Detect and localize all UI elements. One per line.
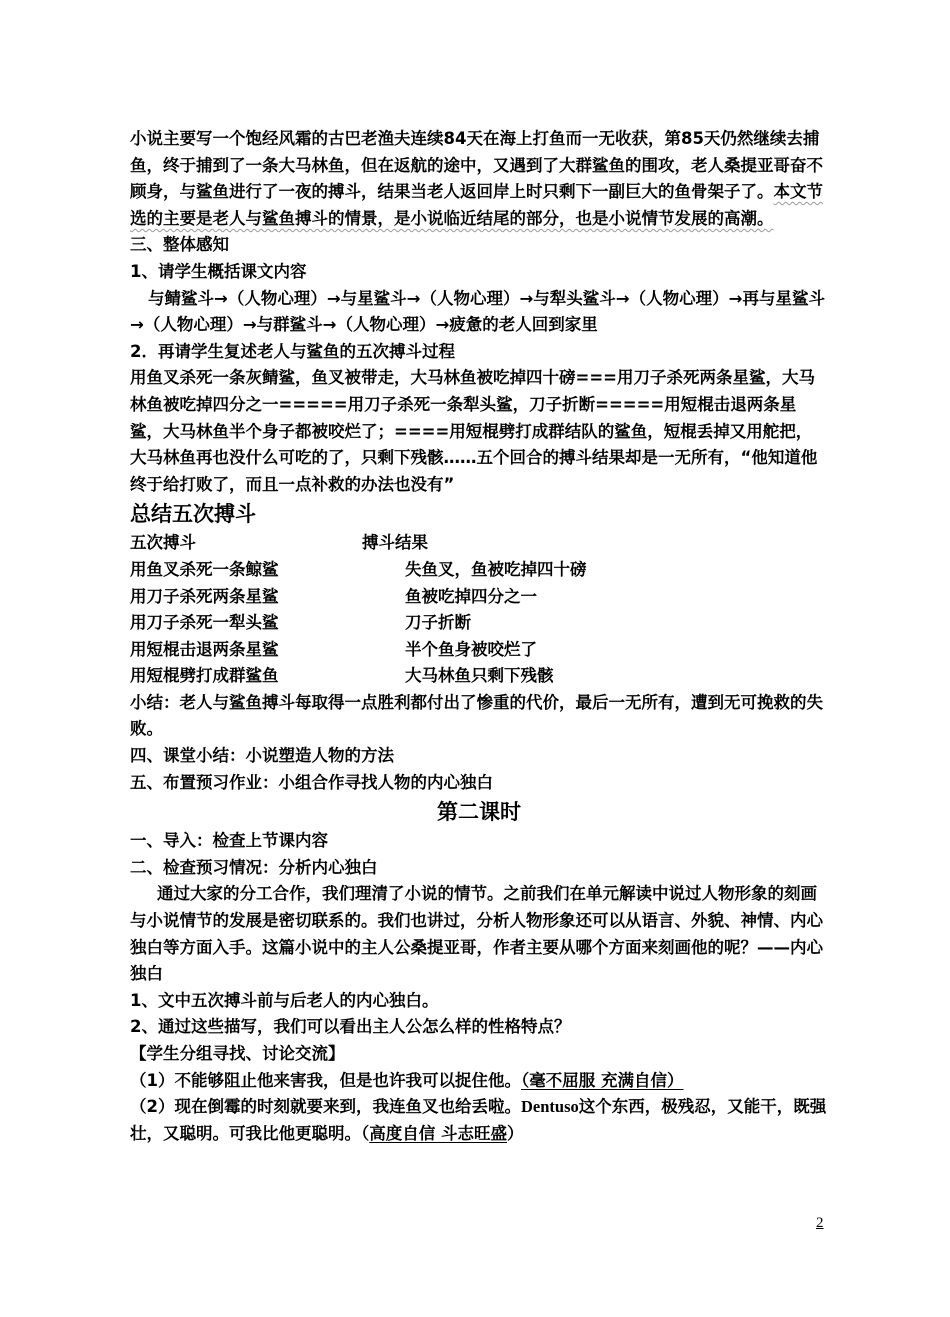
summary-result: 鱼被吃掉四分之一 xyxy=(405,586,537,606)
quote-2-trait: 高度自信 斗志旺盛 xyxy=(369,1123,507,1143)
summary-fight: 用短棍击退两条星鲨 xyxy=(130,639,279,659)
summary-row xyxy=(130,663,828,690)
summary-row xyxy=(130,610,828,637)
brief-summary: 小结：老人与鲨鱼搏斗每取得一点胜利都付出了惨重的代价，最后一无所有，遭到无可挽救的失败。 xyxy=(130,692,823,739)
summary-title: 总结五次搏斗 xyxy=(130,502,256,527)
summary-fight: 用刀子杀死两条星鲨 xyxy=(130,586,279,606)
lesson-2-section-1: 一、导入：检查上节课内容 xyxy=(130,831,328,851)
summary-result: 半个鱼身被咬烂了 xyxy=(405,639,537,659)
summary-result: 大马林鱼只剩下残骸 xyxy=(405,666,554,686)
quote-1-trait: （毫不屈服 充满自信） xyxy=(520,1070,684,1090)
page-number: 2 xyxy=(816,1215,824,1231)
quote-2 xyxy=(130,1094,828,1147)
summary-header-row xyxy=(130,530,828,557)
question-2: 2．再请学生复述老人与鲨鱼的五次搏斗过程 xyxy=(130,341,455,361)
summary-row xyxy=(130,637,828,664)
quote-1-text: （1）不能够阻止他来害我，但是也许我可以捉住他。 xyxy=(130,1070,521,1090)
lesson-2-title: 第二课时 xyxy=(437,800,521,825)
summary-table xyxy=(130,530,828,690)
lesson-2-question-1: 1、文中五次搏斗前与后老人的内心独白。 xyxy=(130,990,439,1010)
intro-highlight-text: 本文节选的主要是老人与鲨鱼搏斗的情景，是小说临近结尾的部分，也是小说情节发展的高潮。 xyxy=(130,182,823,228)
section-heading-3: 三、整体感知 xyxy=(130,235,229,255)
plot-flow: 与鲭鲨斗→（人物心理）→与星鲨斗→（人物心理）→与犁头鲨斗→（人物心理）→再与星鲨斗→（人物心理）→与群鲨斗→（人物心理）→疲惫的老人回到家里 xyxy=(130,288,825,335)
question-1: 1、请学生概括课文内容 xyxy=(130,261,307,281)
lesson-2-paragraph: 通过大家的分工合作，我们理清了小说的情节。之前我们在单元解读中说过人物形象的刻画与小说情节的发展是密切联系的。我们也讲过，分析人物形象还可以从语言、外貌、神情、内心独白等方面入手。这篇小说中的主人公桑提亚哥，作者主要从哪个方面来刻画他的呢？——内心独白 xyxy=(130,884,823,984)
retell-paragraph: 用鱼叉杀死一条灰鲭鲨，鱼叉被带走，大马林鱼被吃掉四十磅===用刀子杀死两条星鲨，大马林鱼被吃掉四分之一=====用刀子杀死一条犁头鲨，刀子折断=====用短棍击退两条星鲨，大马林鱼半个身子都被咬烂了；====用短棍劈打成群结队的鲨鱼，短棍丢掉又用舵把，大马林鱼再也没什么可吃的了，只剩下残骸……五个回合的搏斗结果却是一无所有，“他知道他终于给打败了，而且一点补救的办法也没有” xyxy=(130,368,818,494)
summary-fight: 用鱼叉杀死一条鲸鲨 xyxy=(130,559,279,579)
quote-2-text: （2）现在倒霉的时刻就要来到，我连鱼叉也给丢啦。 xyxy=(130,1097,521,1117)
summary-result: 失鱼叉，鱼被吃掉四十磅 xyxy=(405,559,587,579)
summary-fight: 用短棍劈打成群鲨鱼 xyxy=(130,666,279,686)
section-heading-4: 四、课堂小结：小说塑造人物的方法 xyxy=(130,746,394,766)
section-heading-5: 五、布置预习作业：小组合作寻找人物的内心独白 xyxy=(130,772,493,792)
quote-2-text-cont: 这个东西，极残忍，又能干，既强壮，又聪明。可我比他更聪明。（ xyxy=(130,1097,827,1143)
summary-fight: 用刀子杀死一犁头鲨 xyxy=(130,613,279,633)
lesson-2-section-2: 二、检查预习情况：分析内心独白 xyxy=(130,857,378,877)
quote-2-latin-name: Dentuso xyxy=(520,1097,579,1117)
quote-1 xyxy=(130,1068,828,1095)
group-discussion-note: 【学生分组寻找、讨论交流】 xyxy=(130,1044,345,1063)
summary-result: 刀子折断 xyxy=(405,613,471,633)
lesson-2-question-2: 2、通过这些描写，我们可以看出主人公怎么样的性格特点？ xyxy=(130,1017,571,1037)
summary-row xyxy=(130,584,828,611)
summary-header-result: 搏斗结果 xyxy=(362,533,428,553)
summary-header-fight: 五次搏斗 xyxy=(130,533,196,553)
summary-row xyxy=(130,557,828,584)
page-body xyxy=(130,126,828,1147)
quote-2-close: ） xyxy=(507,1123,524,1143)
intro-text: 小说主要写一个饱经风霜的古巴老渔夫连续84天在海上打鱼而一无收获，第85天仍然继续去捕鱼，终于捕到了一条大马林鱼，但在返航的途中，又遇到了大群鲨鱼的围攻，老人桑提亚哥奋不顾身，与鲨鱼进行了一夜的搏斗，结果当老人返回岸上时只剩下一副巨大的鱼骨架子了。 xyxy=(130,129,823,202)
intro-paragraph xyxy=(130,126,828,232)
